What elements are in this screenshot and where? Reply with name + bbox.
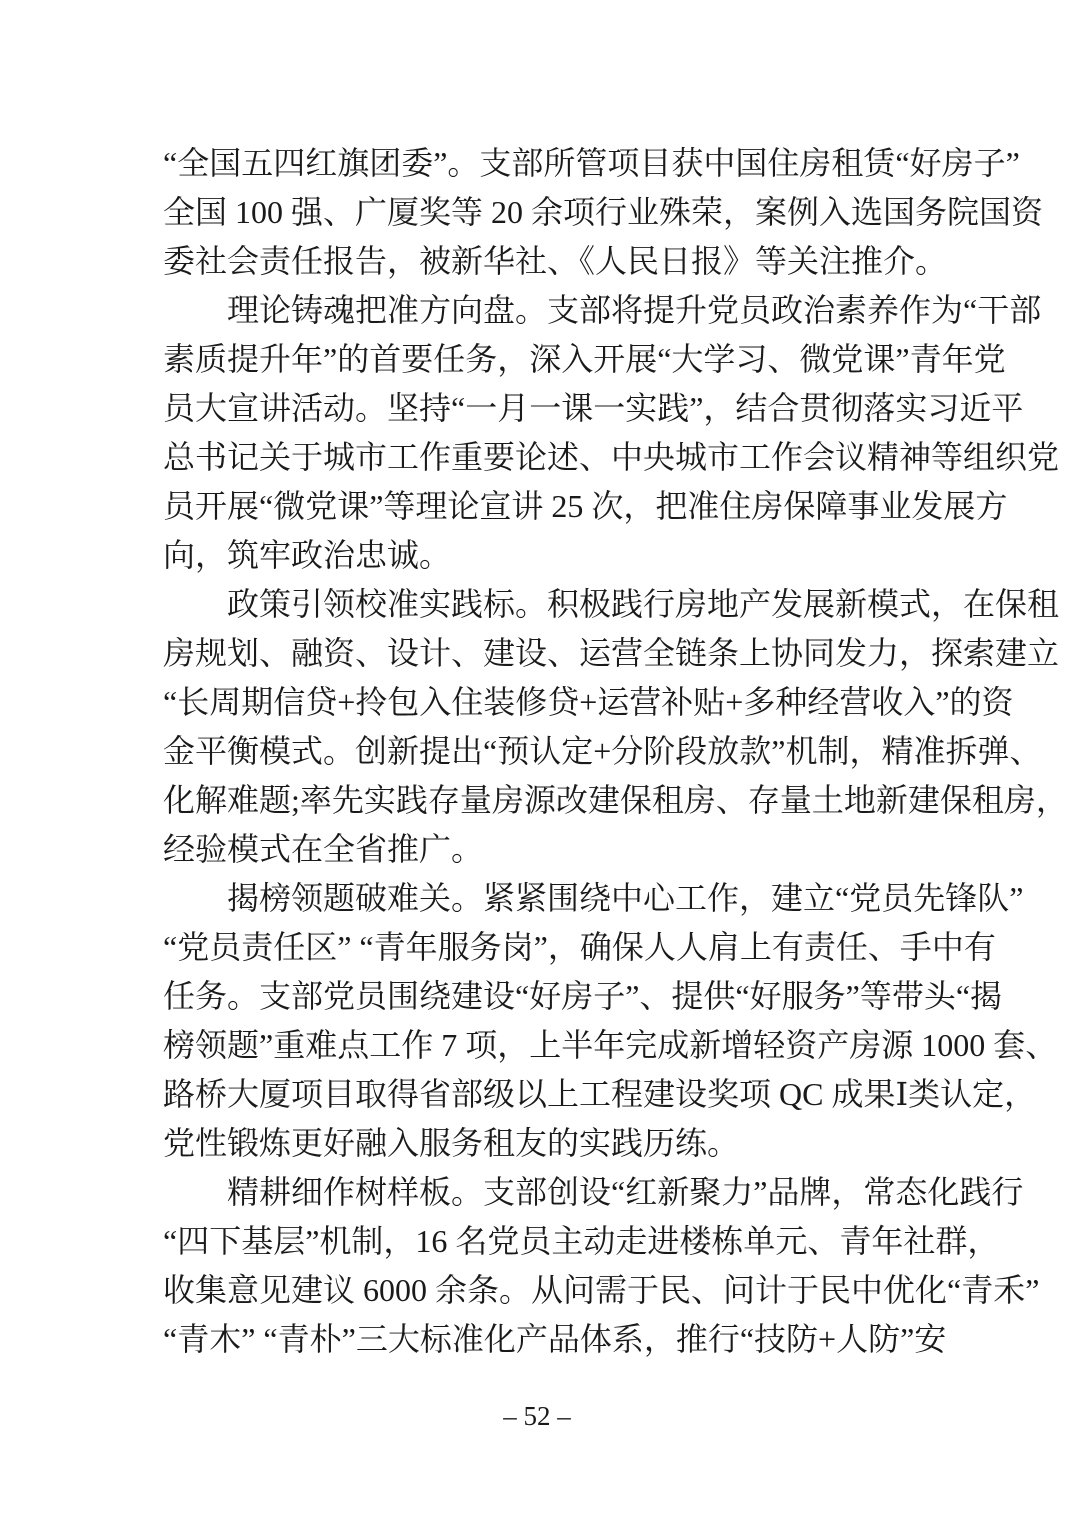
text-line: 委社会责任报告，被新华社、《人民日报》等关注推介。 bbox=[163, 243, 948, 279]
text-line: 金平衡模式。创新提出“预认定+分阶段放款”机制，精准拆弹、 bbox=[163, 733, 1042, 769]
document-body bbox=[163, 139, 1068, 1364]
text-line: 全国 100 强、广厦奖等 20 余项行业殊荣，案例入选国务院国资 bbox=[163, 194, 1044, 230]
text-line: 精耕细作树样板。支部创设“红新聚力”品牌，常态化践行 bbox=[227, 1174, 1024, 1210]
text-line: 经验模式在全省推广。 bbox=[163, 831, 484, 867]
text-line: 理论铸魂把准方向盘。支部将提升党员政治素养作为“干部 bbox=[227, 292, 1042, 328]
text-line: 向，筑牢政治忠诚。 bbox=[163, 537, 452, 573]
text-line: 党性锻炼更好融入服务租友的实践历练。 bbox=[163, 1125, 740, 1161]
text-line: 榜领题”重难点工作 7 项，上半年完成新增轻资产房源 1000 套、 bbox=[163, 1027, 1058, 1063]
text-line: 路桥大厦项目取得省部级以上工程建设奖项 QC 成果Ⅰ类认定， bbox=[163, 1076, 1037, 1112]
text-line: 员大宣讲活动。坚持“一月一课一实践”，结合贯彻落实习近平 bbox=[163, 390, 1024, 426]
text-line: 政策引领校准实践标。积极践行房地产发展新模式，在保租 bbox=[227, 586, 1060, 622]
text-line: “青木” “青朴”三大标准化产品体系，推行“技防+人防”安 bbox=[163, 1321, 947, 1357]
text-line: 总书记关于城市工作重要论述、中央城市工作会议精神等组织党 bbox=[163, 439, 1060, 475]
text-line: 素质提升年”的首要任务，深入开展“大学习、微党课”青年党 bbox=[163, 341, 1006, 377]
text-line: “党员责任区” “青年服务岗”，确保人人肩上有责任、手中有 bbox=[163, 929, 996, 965]
text-line: 房规划、融资、设计、建设、运营全链条上协同发力，探索建立 bbox=[163, 635, 1060, 671]
text-line: 化解难题;率先实践存量房源改建保租房、存量土地新建保租房， bbox=[163, 782, 1068, 818]
text-line: 收集意见建议 6000 余条。从问需于民、问计于民中优化“青禾” bbox=[163, 1272, 1040, 1308]
text-line: 揭榜领题破难关。紧紧围绕中心工作，建立“党员先锋队” bbox=[227, 880, 1024, 916]
text-line: “全国五四红旗团委”。支部所管项目获中国住房租赁“好房子” bbox=[163, 145, 1020, 181]
page-number: – 52 – bbox=[503, 1401, 571, 1431]
text-line: “四下基层”机制，16 名党员主动走进楼栋单元、青年社群， bbox=[163, 1223, 1000, 1259]
text-line: 员开展“微党课”等理论宣讲 25 次，把准住房保障事业发展方 bbox=[163, 488, 1008, 524]
text-line: “长周期信贷+拎包入住装修贷+运营补贴+多种经营收入”的资 bbox=[163, 684, 1014, 720]
page-footer bbox=[163, 1398, 911, 1434]
text-line: 任务。支部党员围绕建设“好房子”、提供“好服务”等带头“揭 bbox=[163, 978, 1003, 1014]
